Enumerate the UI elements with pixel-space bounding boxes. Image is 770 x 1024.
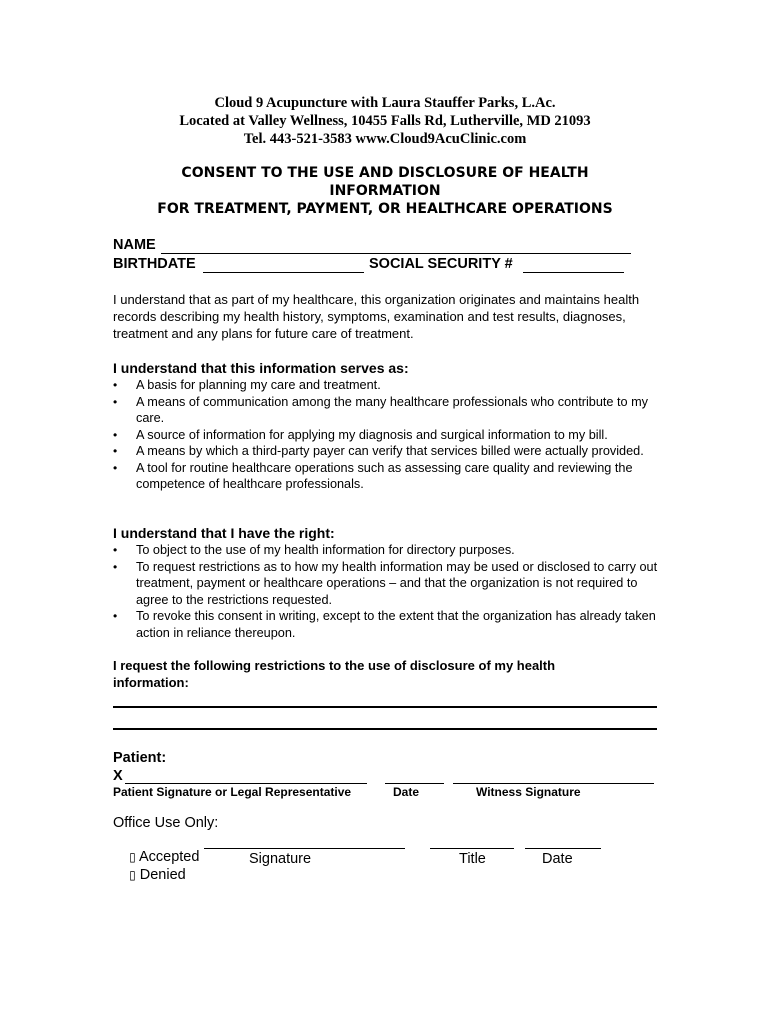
document-title-line1: CONSENT TO THE USE AND DISCLOSURE OF HEALTH	[181, 165, 589, 181]
birthdate-field[interactable]	[203, 272, 364, 273]
bullet-icon: •	[113, 427, 118, 442]
signature-x-mark: X	[113, 768, 123, 784]
rights-heading: I understand that I have the right:	[113, 525, 335, 541]
list-item	[113, 608, 673, 641]
name-field[interactable]	[161, 253, 631, 254]
bullet-icon: •	[113, 559, 118, 574]
restrictions-line-2[interactable]	[113, 728, 657, 730]
document-title-line2: INFORMATION	[329, 183, 441, 199]
list-item	[113, 377, 673, 394]
name-label: NAME	[113, 237, 156, 253]
list-item	[113, 460, 673, 493]
office-date-label: Date	[542, 851, 573, 867]
ssn-label: SOCIAL SECURITY #	[369, 256, 513, 272]
rights-item-text: To revoke this consent in writing, except to the extent that the organization has already taken action in reliance thereupon.	[136, 609, 656, 640]
serves-item-text: A tool for routine healthcare operations such as assessing care quality and reviewing the competence of healthcare professionals.	[136, 460, 633, 491]
witness-signature-field[interactable]	[453, 783, 654, 784]
ssn-field[interactable]	[523, 272, 624, 273]
restrictions-line-1[interactable]	[113, 706, 657, 708]
list-item	[113, 542, 673, 559]
patient-date-label: Date	[393, 785, 420, 799]
list-item	[113, 443, 673, 460]
accepted-label: Accepted	[135, 849, 200, 865]
checkbox-icon[interactable]: ▯	[129, 850, 136, 864]
clinic-name: Cloud 9 Acupuncture with Laura Stauffer Parks, L.Ac.	[214, 95, 556, 111]
list-item	[113, 394, 673, 427]
office-signature-label: Signature	[249, 851, 312, 867]
patient-date-field[interactable]	[385, 783, 444, 784]
list-item	[113, 559, 673, 609]
rights-item-text: To object to the use of my health information for directory purposes.	[136, 543, 515, 557]
intro-paragraph: I understand that as part of my healthcare, this organization originates and maintains health records describing my health history, symptoms, examination and test results, diagnoses, treatment and any plans for future care of treatment.	[113, 292, 640, 341]
rights-list	[113, 542, 673, 641]
document-title-line3: FOR TREATMENT, PAYMENT, OR HEALTHCARE OPERATIONS	[157, 201, 613, 217]
rights-item-text: To request restrictions as to how my health information may be used or disclosed to carry out treatment, payment or healthcare operations – and that the organization is not required to agree to the restrictions requested.	[136, 559, 658, 607]
clinic-contact: Tel. 443-521-3583 www.Cloud9AcuClinic.com	[243, 131, 527, 147]
bullet-icon: •	[113, 609, 118, 623]
list-item	[113, 427, 673, 444]
office-use-heading: Office Use Only:	[113, 815, 219, 831]
serves-item-text: A basis for planning my care and treatment.	[136, 378, 381, 392]
serves-item-text: A source of information for applying my diagnosis and surgical information to my bill.	[136, 427, 608, 442]
checkbox-icon[interactable]: ▯	[129, 868, 136, 882]
clinic-address: Located at Valley Wellness, 10455 Falls Rd, Lutherville, MD 21093	[179, 113, 591, 129]
bullet-icon: •	[113, 394, 118, 409]
serves-heading: I understand that this information serves as:	[113, 360, 409, 376]
serves-item-text: A means of communication among the many healthcare professionals who contribute to my care.	[136, 394, 648, 425]
office-date-field[interactable]	[525, 848, 601, 849]
serves-list	[113, 377, 673, 493]
bullet-icon: •	[113, 460, 118, 475]
patient-signature-label: Patient Signature or Legal Representative	[113, 785, 352, 799]
denied-option[interactable]	[113, 851, 186, 899]
patient-signature-field[interactable]	[125, 783, 367, 784]
office-signature-field[interactable]	[204, 848, 405, 849]
witness-signature-label: Witness Signature	[476, 785, 581, 799]
bullet-icon: •	[113, 378, 118, 392]
bullet-icon: •	[113, 543, 118, 557]
birthdate-label: BIRTHDATE	[113, 256, 196, 272]
restrictions-request: I request the following restrictions to the use of disclosure of my health information:	[113, 658, 556, 690]
bullet-icon: •	[113, 444, 118, 458]
denied-label: Denied	[135, 867, 186, 883]
office-title-label: Title	[459, 851, 486, 867]
patient-heading: Patient:	[113, 750, 167, 766]
office-title-field[interactable]	[430, 848, 514, 849]
serves-item-text: A means by which a third-party payer can verify that services billed were actually provided.	[136, 444, 644, 458]
